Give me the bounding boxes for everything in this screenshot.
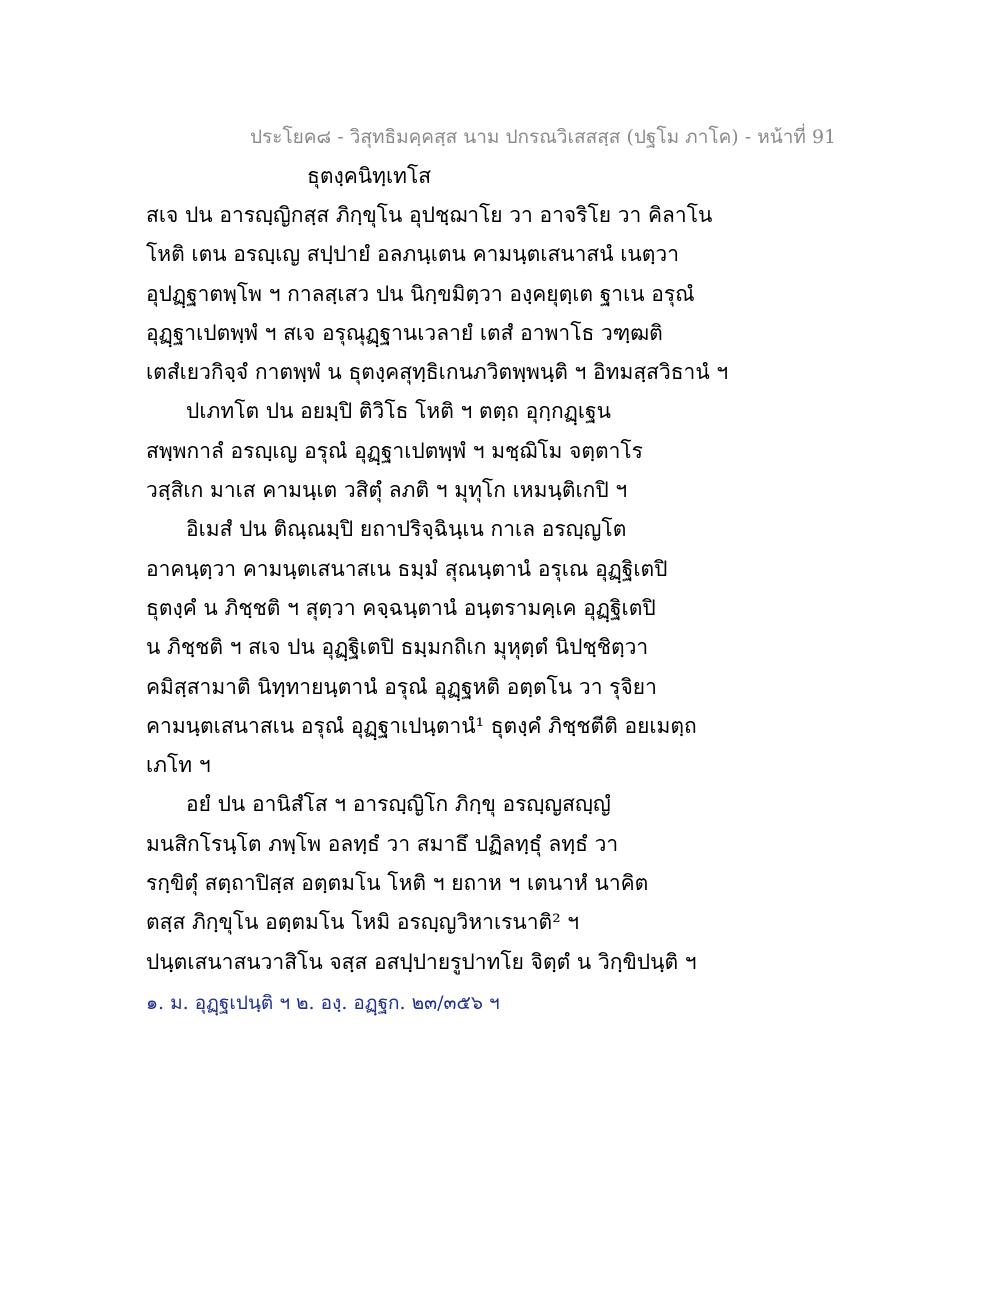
text-line: น ภิชฺชติ ฯ สเจ ปน อุฏฺฐิเตปิ ธมฺมกถิเก มุหุตฺตํ นิปชฺชิตฺวา: [146, 635, 649, 660]
text-line: อุฏฺฐาเปตพฺพํ ฯ สเจ อรุณุฏฺฐานเวลายํ เตสํ อาพาโธ วฑฺฒติ: [146, 320, 663, 345]
text-line: เตสํเยวกิจฺจํ กาตพฺพํ น ธุตงฺคสุทฺธิเกนภวิตพฺพนฺติ ฯ อิทมสฺสวิธานํ ฯ: [146, 360, 729, 385]
text-line: มนสิกโรนฺโต ภพฺโพ อลทฺธํ วา สมาธึ ปฏิลทฺธุํ ลทฺธํ วา: [146, 831, 619, 856]
text-line: ตสฺส ภิกฺขุโน อตฺตมโน โหมิ อรญฺญวิหาเรนาติ² ฯ: [146, 910, 580, 935]
running-header: ประโยค๘ - วิสุทธิมคฺคสฺส นาม ปกรณวิเสสสฺส (ปฐโม ภาโค) - หน้าที่ 91: [250, 126, 837, 148]
text-line: อิเมสํ ปน ติณฺณมฺปิ ยถาปริจฺฉินฺเน กาเล อรญฺญโต: [186, 517, 627, 542]
text-line: คามนฺตเสนาสเน อรุณํ อุฏฺฐาเปนฺตานํ¹ ธุตงฺคํ ภิชฺชตีติ อยเมตฺถ: [146, 713, 697, 738]
text-line: โหติ เตน อรญฺเญ สปฺปายํ อลภนฺเตน คามนฺตเสนาสนํ เนตฺวา: [146, 242, 680, 267]
footnote: ๑. ม. อุฏฺฐเปนฺติ ฯ ๒. องฺ. อฏฺฐก. ๒๓/๓๕๖ ฯ: [146, 992, 500, 1014]
text-line: อาคนฺตฺวา คามนฺตเสนาสเน ธมฺมํ สุณนฺตานํ อรุเณ อุฏฺฐิเตปิ: [146, 556, 668, 581]
text-line: ปนฺตเสนาสนวาสิโน จสฺส อสปฺปายรูปาทโย จิตฺตํ น วิกฺขิปนฺติ ฯ: [146, 949, 697, 974]
text-line: วสฺสิเก มาเส คามนฺเต วสิตุํ ลภติ ฯ มุทุโก เหมนฺติเกปิ ฯ: [146, 478, 628, 503]
text-line: เภโท ฯ: [146, 753, 211, 778]
text-line: สพฺพกาลํ อรญฺเญ อรุณํ อุฏฺฐาเปตพฺพํ ฯ มชฺฌิโม จตฺตาโร: [146, 438, 643, 463]
text-line: ธุตงฺคํ น ภิชฺชติ ฯ สุตฺวา คจฺฉนฺตานํ อนฺตรามคฺเค อุฏฺฐิเตปิ: [146, 595, 656, 620]
text-line: อยํ ปน อานิสํโส ฯ อารญฺญิโก ภิกฺขุ อรญฺญสญฺญํ: [186, 792, 611, 817]
text-line: สเจ ปน อารญฺญิกสฺส ภิกฺขุโน อุปชฺฌาโย วา อาจริโย วา คิลาโน: [146, 203, 713, 227]
text-line: ปเภทโต ปน อยมฺปิ ติวิโธ โหติ ฯ ตตฺถ อุกฺกฏฺเฐน: [186, 399, 611, 424]
body-text: [146, 196, 729, 982]
section-title: ธุตงฺคนิทฺเทโส: [307, 164, 432, 188]
text-line: คมิสฺสามาติ นิทฺทายนฺตานํ อรุณํ อุฏฺฐหติ อตฺตโน วา รุจิยา: [146, 674, 657, 699]
text-line: รกฺขิตุํ สตฺถาปิสฺส อตฺตมโน โหติ ฯ ยถาห ฯ เตนาหํ นาคิต: [146, 871, 649, 896]
text-line: อุปฏฺฐาตพฺโพ ฯ กาลสฺเสว ปน นิกฺขมิตฺวา องฺคยุตฺเต ฐาเน อรุณํ: [146, 281, 695, 306]
